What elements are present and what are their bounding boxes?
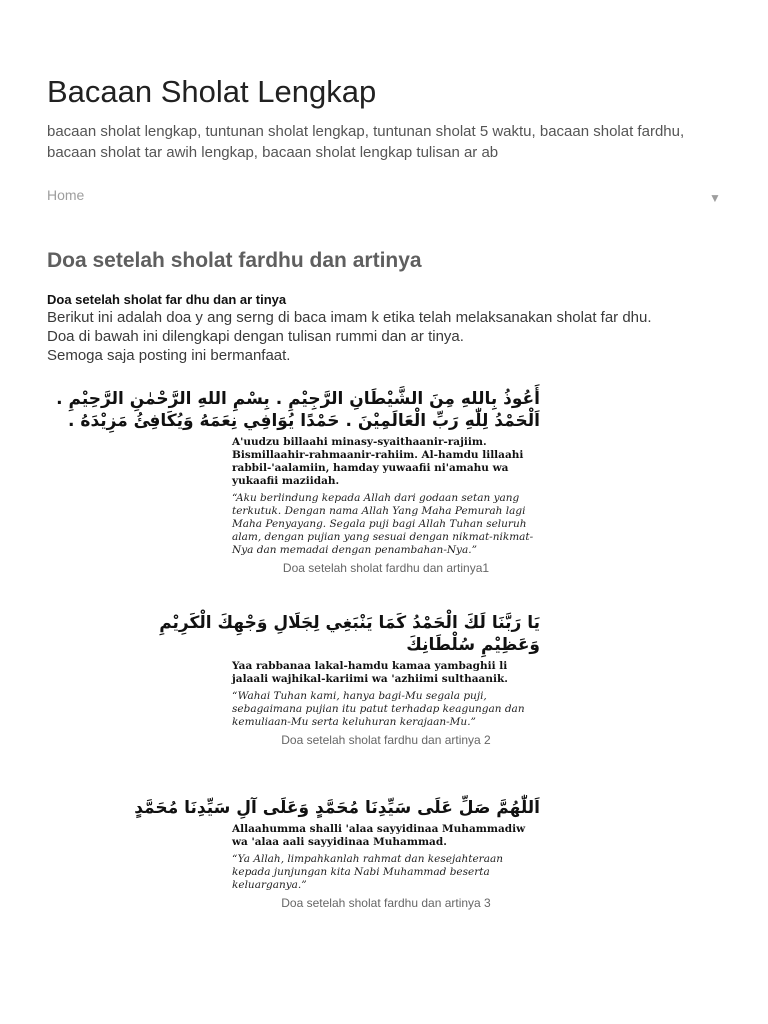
transliteration-text: Yaa rabbanaa lakal-hamdu kamaa yambaghii li jalaali wajhikal-kariimi wa 'azhiimi sulthaanik. xyxy=(232,660,508,685)
doa-figure-3 xyxy=(134,797,540,910)
post-paragraph: Berikut ini adalah doa y ang serng di baca imam k etika telah melaksanakan sholat far dhu. xyxy=(47,309,652,326)
transliteration-text: A'uudzu billaahi minasy-syaithaanir-rajiim. Bismillaahir-rahmaanir-rahiim. Al-hamdu lillaahi rabbil-'aalamiin, hamday yuwaafii ni'amahu wa yukaafii maziidah. xyxy=(232,436,524,487)
transliteration-text: Allaahumma shalli 'alaa sayyidinaa Muhammadiw wa 'alaa aali sayyidinaa Muhammad. xyxy=(232,823,526,848)
arabic-text-line: أَعُوذُ بِاللهِ مِنَ الشَّيْطَانِ الرَّجِيْمِ . بِسْمِ اللهِ الرَّحْمٰنِ الرَّحِيْمِ . xyxy=(56,389,540,409)
post-paragraph: Semoga saja posting ini bermanfaat. xyxy=(47,347,291,364)
doa-figure-1 xyxy=(56,388,540,575)
translation-text: “Wahai Tuhan kami, hanya bagi-Mu segala puji, sebagaimana pujian itu patut terhadap keagungan dan kemuliaan-Mu serta keluhuran kerajaan-Mu.” xyxy=(232,690,525,728)
arabic-text-line: يَا رَبَّنَا لَكَ الْحَمْدُ كَمَا يَنْبَغِي لِجَلَالِ وَجْهِكَ الْكَرِيْمِ xyxy=(159,613,540,633)
figure-caption: Doa setelah sholat fardhu dan artinya1 xyxy=(282,561,490,575)
nav-home-link[interactable]: Home xyxy=(47,187,85,203)
translation-text: “Aku berlindung kepada Allah dari godaan setan yang terkutuk. Dengan nama Allah Yang Maha Pemurah lagi Maha Penyayang. Segala puji bagi Allah Tuhan seluruh alam, dengan pujian yang sesuai dengan nikmat-nikmat-Nya dan memadai dengan penambahan-Nya.” xyxy=(232,492,534,556)
post-subheading: Doa setelah sholat far dhu dan ar tinya xyxy=(47,292,287,307)
figure-caption: Doa setelah sholat fardhu dan artinya 3 xyxy=(281,896,491,910)
doa-image-1[interactable] xyxy=(56,388,540,557)
arabic-text-line: اَللّٰهُمَّ صَلِّ عَلَى سَيِّدِنَا مُحَمَّدٍ وَعَلَى آلِ سَيِّدِنَا مُحَمَّدٍ xyxy=(134,798,540,818)
nav-dropdown-arrow-icon[interactable]: ▼ xyxy=(709,191,721,205)
post-paragraph: Doa di bawah ini dilengkapi dengan tulisan rummi dan ar tinya. xyxy=(47,328,464,345)
blog-title[interactable]: Bacaan Sholat Lengkap xyxy=(47,74,377,109)
doa-image-3[interactable] xyxy=(134,797,540,892)
arabic-text-line: اَلْحَمْدُ لِلّٰهِ رَبِّ الْعَالَمِيْنَ . حَمْدًا يُوَافِي نِعَمَهُ وَيُكَافِئُ مَزِيْدَهُ . xyxy=(68,411,540,431)
doa-figure-2 xyxy=(159,612,540,747)
figure-caption: Doa setelah sholat fardhu dan artinya 2 xyxy=(281,733,491,747)
post-title: Doa setelah sholat fardhu dan artinya xyxy=(47,249,422,272)
arabic-text-line: وَعَظِيْمِ سُلْطَانِكَ xyxy=(406,635,540,655)
post-body xyxy=(47,308,747,365)
translation-text: “Ya Allah, limpahkanlah rahmat dan kesejahteraan kepada junjungan kita Nabi Muhammad beserta keluarganya.” xyxy=(232,853,503,891)
doa-image-2[interactable] xyxy=(159,612,540,729)
blog-description: bacaan sholat lengkap, tuntunan sholat lengkap, tuntunan sholat 5 waktu, bacaan sholat fardhu, bacaan sholat tar awih lengkap, bacaan sholat lengkap tulisan ar ab xyxy=(47,123,685,161)
